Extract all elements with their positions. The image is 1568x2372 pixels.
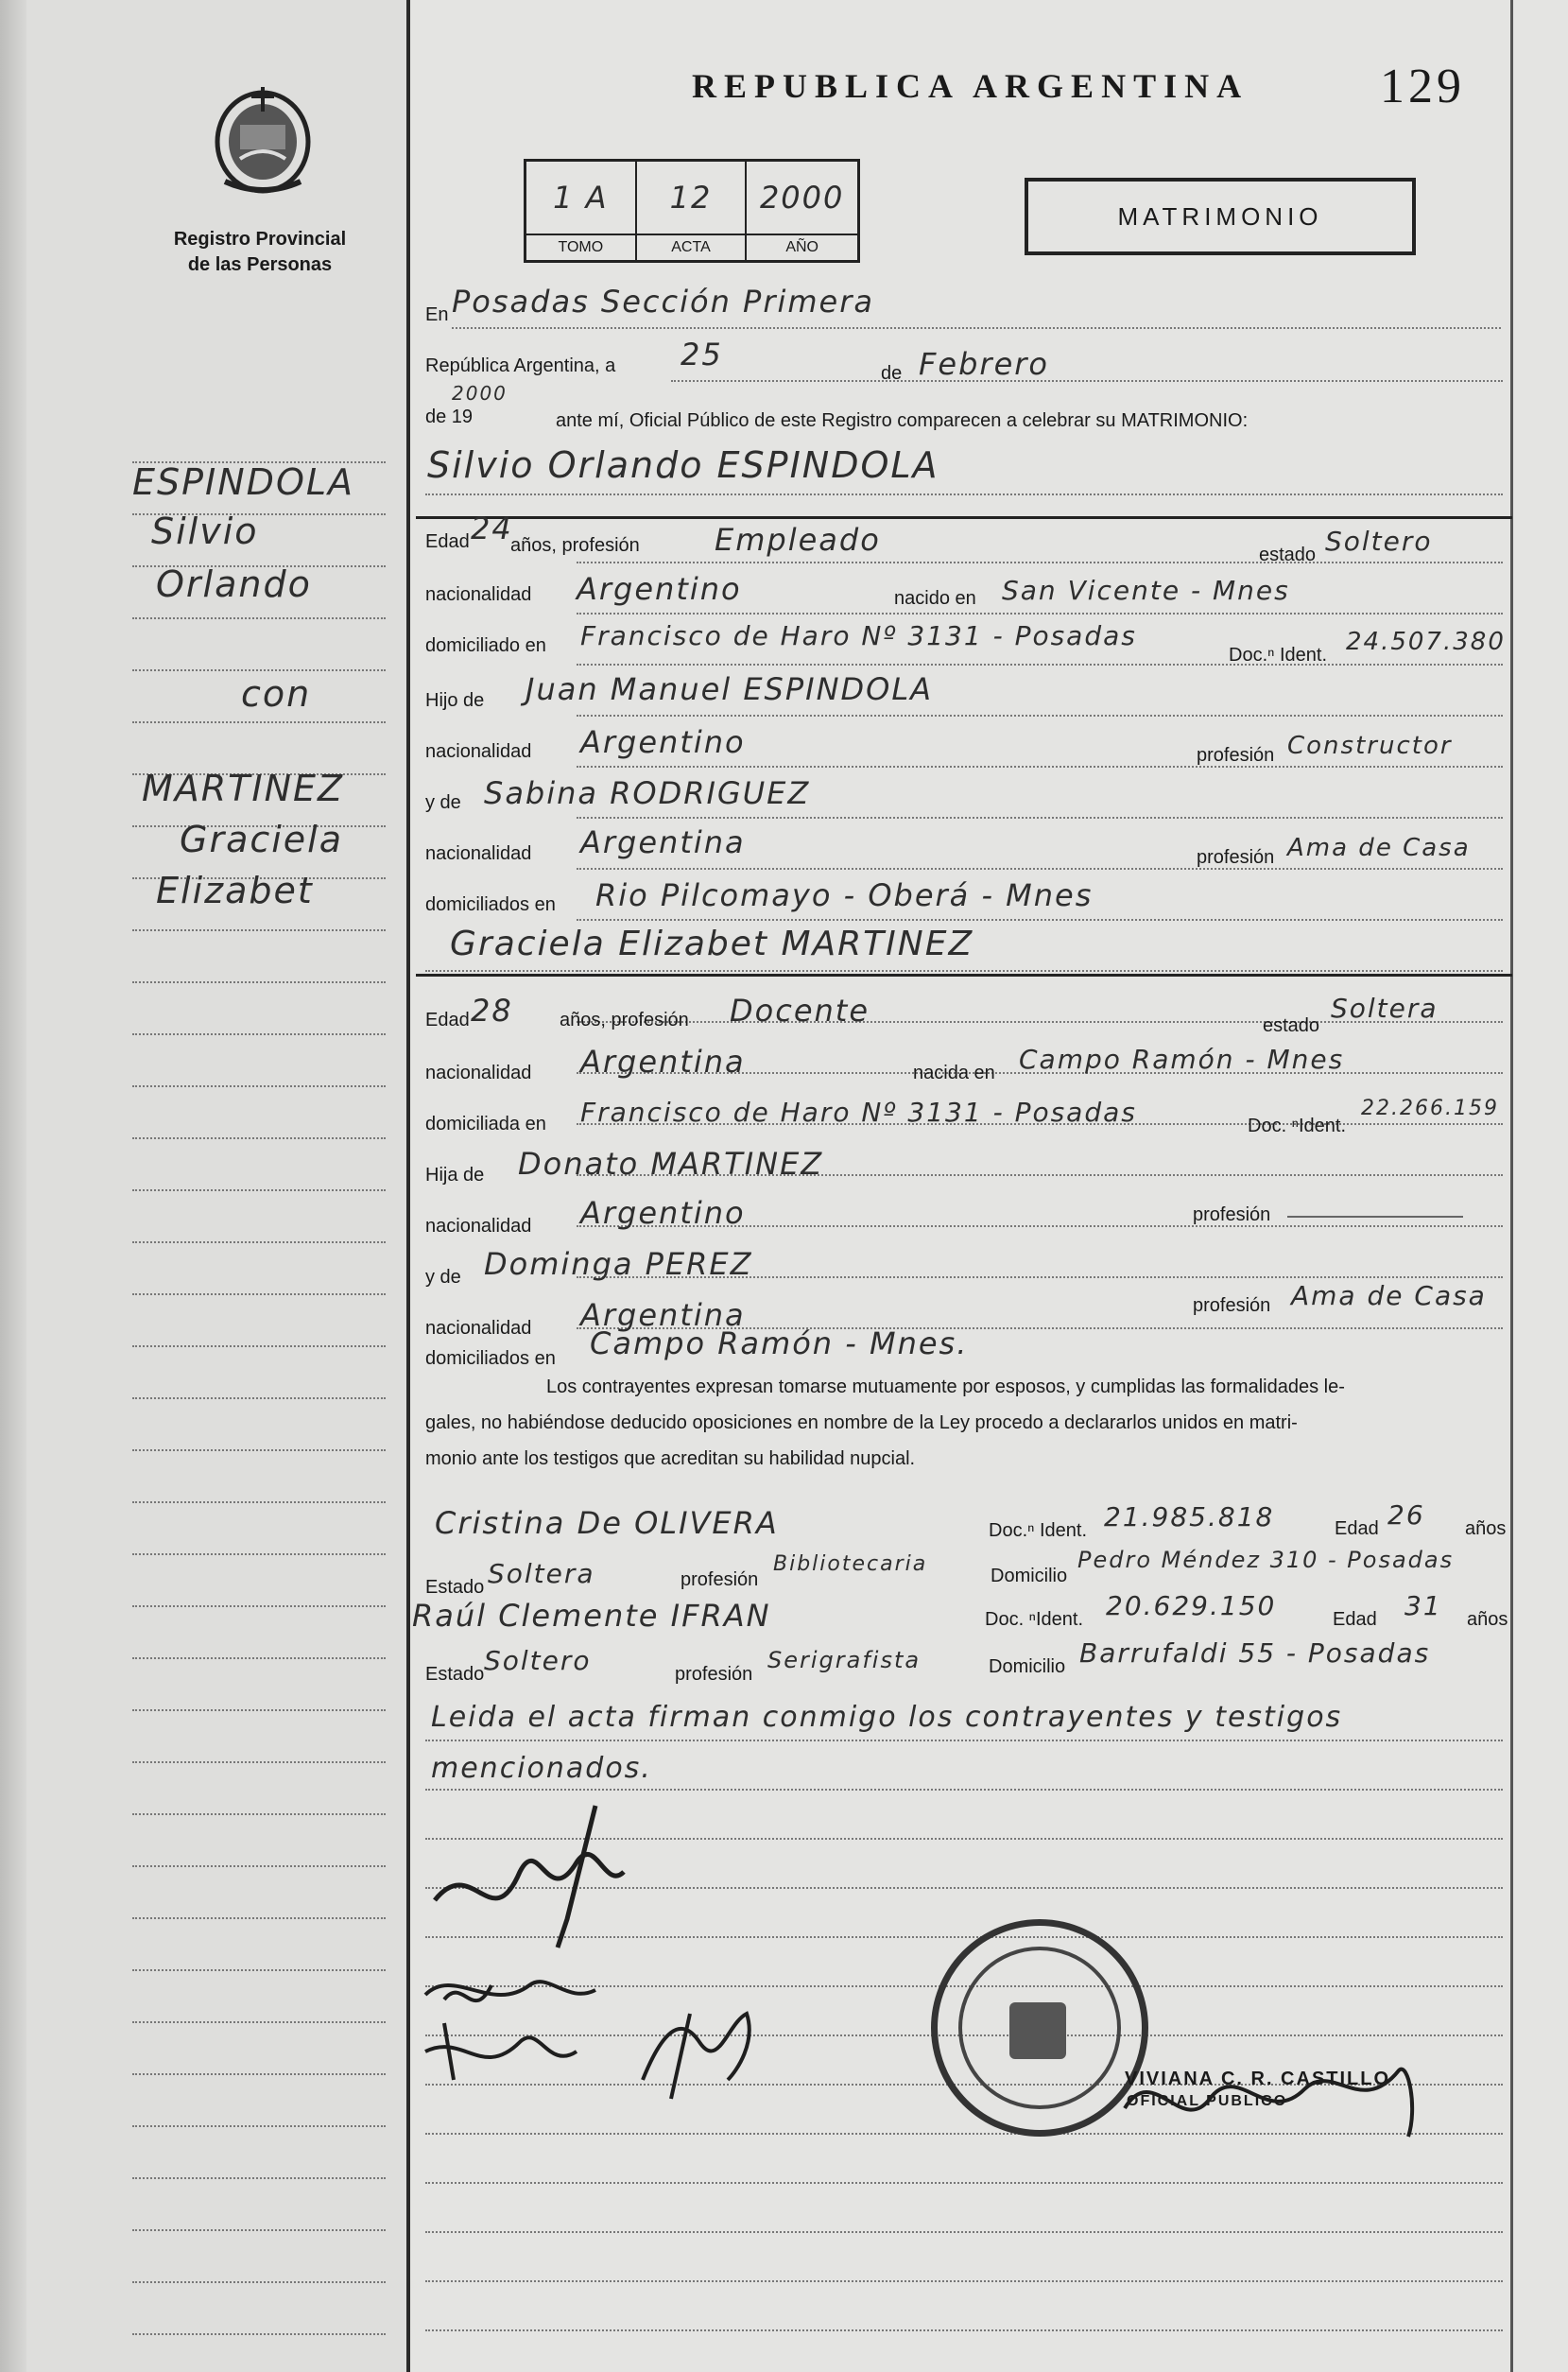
groom-age: 24 bbox=[471, 511, 513, 546]
groom-parents-address: Rio Pilcomayo - Oberá - Mnes bbox=[595, 877, 1094, 913]
margin-ruled-line bbox=[132, 2333, 386, 2335]
registry-line1: Registro Provincial bbox=[173, 229, 347, 250]
ref-tomo bbox=[526, 162, 637, 260]
witness1-doc-id: 21.985.818 bbox=[1104, 1501, 1275, 1532]
margin-ruled-line bbox=[132, 1501, 386, 1503]
groom-mother-nacionalidad-label: nacionalidad bbox=[425, 843, 532, 864]
groom-hijo-label: Hijo de bbox=[425, 690, 485, 711]
bride-doc-id: 22.266.159 bbox=[1361, 1097, 1499, 1120]
de-label: de bbox=[881, 363, 903, 384]
bride-domiciliada-label: domiciliada en bbox=[425, 1114, 546, 1134]
margin-bride-surname: MARTINEZ bbox=[142, 768, 345, 809]
bride-age: 28 bbox=[471, 993, 513, 1029]
groom-address: Francisco de Haro Nº 3131 - Posadas bbox=[580, 620, 1137, 651]
witness1-age: 26 bbox=[1387, 1499, 1425, 1531]
bride-nationality: Argentina bbox=[580, 1044, 746, 1080]
margin-connector: con bbox=[241, 673, 312, 715]
witness2-profesion-label: profesión bbox=[675, 1664, 753, 1685]
groom-nationality: Argentino bbox=[577, 571, 742, 607]
official-seal-emblem bbox=[1009, 2002, 1066, 2059]
groom-yde-label: y de bbox=[425, 792, 461, 813]
field-ruled-line bbox=[577, 817, 1503, 819]
signature-groom bbox=[435, 1806, 624, 1948]
bride-mother-nationality: Argentina bbox=[580, 1297, 746, 1333]
witness1-marital-status: Soltera bbox=[488, 1558, 595, 1589]
margin-ruled-line bbox=[132, 617, 386, 619]
registry-title bbox=[142, 227, 378, 278]
en-label: En bbox=[425, 304, 449, 325]
margin-ruled-line bbox=[132, 1293, 386, 1295]
margin-ruled-line bbox=[132, 1813, 386, 1815]
official-seal-ring bbox=[958, 1947, 1121, 2109]
margin-groom-name2: Orlando bbox=[156, 563, 312, 605]
margin-ruled-line bbox=[132, 1553, 386, 1555]
bride-yde-label: y de bbox=[425, 1267, 461, 1288]
witness2-address: Barrufaldi 55 - Posadas bbox=[1079, 1637, 1431, 1669]
witness1-name: Cristina De OLIVERA bbox=[435, 1505, 779, 1541]
margin-ruled-line bbox=[132, 2021, 386, 2023]
margin-ruled-line bbox=[132, 1241, 386, 1243]
groom-domiciliado-label: domiciliado en bbox=[425, 635, 546, 656]
witness2-doc-label: Doc. ⁿIdent. bbox=[985, 1609, 1084, 1630]
groom-domiciliados-label: domiciliados en bbox=[425, 894, 556, 915]
groom-marital-status: Soltero bbox=[1325, 526, 1433, 557]
margin-ruled-line bbox=[132, 2229, 386, 2231]
body-ruled-line bbox=[425, 2231, 1503, 2233]
bride-address: Francisco de Haro Nº 3131 - Posadas bbox=[580, 1097, 1137, 1128]
bride-father-nacionalidad-label: nacionalidad bbox=[425, 1216, 532, 1237]
column-divider bbox=[406, 0, 410, 2372]
year-value: 2000 bbox=[452, 382, 508, 405]
bride-edad-label: Edad bbox=[425, 1010, 470, 1030]
witness2-domicilio-label: Domicilio bbox=[989, 1656, 1066, 1677]
declaration-paragraph bbox=[425, 1369, 1493, 1477]
right-border bbox=[1510, 0, 1513, 2372]
field-ruled-line bbox=[577, 766, 1503, 768]
witness2-profession: Serigrafista bbox=[767, 1647, 922, 1673]
body-ruled-line bbox=[425, 2182, 1503, 2184]
groom-mother-profession: Ama de Casa bbox=[1287, 834, 1471, 862]
groom-full-name: Silvio Orlando ESPINDOLA bbox=[427, 444, 939, 486]
margin-ruled-line bbox=[132, 2177, 386, 2179]
margin-ruled-line bbox=[132, 1917, 386, 1919]
bride-father-profesion-label: profesión bbox=[1193, 1204, 1271, 1225]
bride-hija-label: Hija de bbox=[425, 1165, 485, 1186]
signature-witness2 bbox=[643, 2014, 750, 2099]
bride-birthplace: Campo Ramón - Mnes bbox=[1019, 1044, 1345, 1075]
witness1-doc-label: Doc.ⁿ Ident. bbox=[989, 1520, 1088, 1541]
margin-ruled-line bbox=[132, 1969, 386, 1971]
field-ruled-line bbox=[577, 613, 1503, 615]
bride-profession: Docente bbox=[730, 993, 870, 1029]
ano-label: AÑO bbox=[785, 239, 818, 255]
officer-title: OFICIAL PUBLICO bbox=[1127, 2093, 1288, 2109]
provincial-seal-icon bbox=[206, 78, 319, 200]
groom-father-nacionalidad-label: nacionalidad bbox=[425, 741, 532, 762]
witness2-anos-label: años bbox=[1467, 1609, 1508, 1630]
year-prefix-label: de 19 bbox=[425, 407, 474, 427]
margin-ruled-line bbox=[132, 1397, 386, 1399]
groom-section-rule bbox=[416, 516, 1512, 519]
bride-full-name: Graciela Elizabet MARTINEZ bbox=[450, 925, 974, 963]
margin-bride-name2: Elizabet bbox=[156, 870, 314, 911]
bride-estado-label: estado bbox=[1263, 1015, 1320, 1036]
body-ruled-line bbox=[425, 2280, 1503, 2282]
field-ruled-line bbox=[577, 715, 1503, 717]
margin-ruled-line bbox=[132, 1189, 386, 1191]
witness2-name: Raúl Clemente IFRAN bbox=[412, 1598, 771, 1634]
margin-groom-name1: Silvio bbox=[151, 511, 259, 552]
witness1-profession: Bibliotecaria bbox=[773, 1552, 928, 1576]
place-line bbox=[452, 327, 1501, 329]
margin-ruled-line bbox=[132, 1761, 386, 1763]
republica-label: República Argentina, a bbox=[425, 355, 616, 376]
witness1-edad-label: Edad bbox=[1335, 1518, 1379, 1539]
signature-witness1 bbox=[425, 2023, 577, 2080]
bride-nacida-label: nacida en bbox=[913, 1063, 995, 1083]
witness1-profesion-label: profesión bbox=[681, 1569, 759, 1590]
declaration-line2: gales, no habiéndose deducido oposiciones en nombre de la Ley procedo a declararlos unidos en matri- bbox=[425, 1412, 1298, 1433]
groom-doc-label: Doc.ⁿ Ident. bbox=[1229, 645, 1328, 666]
margin-ruled-line bbox=[132, 669, 386, 671]
field-ruled-line bbox=[577, 562, 1503, 563]
bride-nacionalidad-label: nacionalidad bbox=[425, 1063, 532, 1083]
signature-bride bbox=[425, 1982, 595, 2000]
witness2-doc-id: 20.629.150 bbox=[1106, 1590, 1277, 1621]
tomo-value: 1 A bbox=[526, 162, 635, 235]
margin-ruled-line bbox=[132, 1657, 386, 1659]
margin-ruled-line bbox=[132, 1449, 386, 1451]
groom-mother-name: Sabina RODRIGUEZ bbox=[484, 775, 811, 811]
acta-label: ACTA bbox=[671, 239, 711, 255]
bride-section-rule bbox=[416, 974, 1512, 977]
margin-ruled-line bbox=[132, 929, 386, 931]
acta-value: 12 bbox=[637, 162, 746, 235]
groom-nacionalidad-label: nacionalidad bbox=[425, 584, 532, 605]
witness1-domicilio-label: Domicilio bbox=[991, 1566, 1068, 1586]
groom-father-profesion-label: profesión bbox=[1197, 745, 1275, 766]
margin-ruled-line bbox=[132, 1345, 386, 1347]
margin-bride-name1: Graciela bbox=[180, 819, 344, 860]
margin-ruled-line bbox=[132, 2073, 386, 2075]
closing-note: Leida el acta firman conmigo los contrayentes y testigos mencionados. bbox=[431, 1701, 1343, 1785]
page-binding bbox=[0, 0, 26, 2372]
signatures bbox=[416, 1796, 945, 2118]
witness2-marital-status: Soltero bbox=[484, 1645, 592, 1676]
witness1-estado-label: Estado bbox=[425, 1577, 485, 1598]
groom-birthplace: San Vicente - Mnes bbox=[1002, 575, 1290, 606]
bride-mother-nacionalidad-label: nacionalidad bbox=[425, 1318, 532, 1339]
margin-groom-surname: ESPINDOLA bbox=[132, 461, 355, 503]
margin-ruled-line bbox=[132, 1085, 386, 1087]
ano-value: 2000 bbox=[747, 162, 857, 235]
ante-text: ante mí, Oficial Público de este Registro comparecen a celebrar su MATRIMONIO: bbox=[556, 410, 1249, 431]
place-value: Posadas Sección Primera bbox=[452, 284, 874, 320]
date-line bbox=[671, 380, 1503, 382]
field-ruled-line bbox=[577, 664, 1503, 666]
bride-father-nationality: Argentino bbox=[580, 1195, 746, 1231]
groom-profession: Empleado bbox=[715, 522, 881, 558]
groom-doc-id: 24.507.380 bbox=[1346, 628, 1506, 656]
margin-ruled-line bbox=[132, 1137, 386, 1139]
groom-name-line bbox=[425, 493, 1503, 495]
margin-ruled-line bbox=[132, 721, 386, 723]
bride-domiciliados-label: domiciliados en bbox=[425, 1348, 556, 1369]
margin-ruled-line bbox=[132, 2125, 386, 2127]
document-type-box: MATRIMONIO bbox=[1025, 178, 1416, 255]
field-ruled-line bbox=[577, 868, 1503, 870]
margin-ruled-line bbox=[132, 981, 386, 983]
groom-father-nationality: Argentino bbox=[580, 724, 746, 760]
bride-doc-label: Doc. ⁿIdent. bbox=[1248, 1116, 1347, 1136]
declaration-line1: Los contrayentes expresan tomarse mutuamente por esposos, y cumplidas las formalidades le- bbox=[546, 1376, 1345, 1397]
groom-edad-label: Edad bbox=[425, 531, 470, 552]
country-heading: REPUBLICA ARGENTINA bbox=[692, 67, 1249, 105]
registry-line2: de las Personas bbox=[187, 254, 333, 275]
witness1-address: Pedro Méndez 310 - Posadas bbox=[1077, 1547, 1455, 1573]
day-value: 25 bbox=[681, 337, 723, 372]
margin-ruled-line bbox=[132, 1033, 386, 1035]
bride-mother-profesion-label: profesión bbox=[1193, 1295, 1271, 1316]
margin-ruled-line bbox=[132, 2281, 386, 2283]
bride-father-name: Donato MARTINEZ bbox=[518, 1146, 824, 1182]
groom-nacido-label: nacido en bbox=[894, 588, 976, 609]
groom-anos-profesion-label: años, profesión bbox=[510, 535, 640, 556]
ref-ano bbox=[747, 162, 857, 260]
bride-father-profession-line bbox=[1287, 1216, 1463, 1218]
bride-mother-profession: Ama de Casa bbox=[1291, 1280, 1487, 1311]
officer-name: VIVIANA C. R. CASTILLO bbox=[1125, 2069, 1391, 2089]
field-ruled-line bbox=[577, 919, 1503, 921]
signature-officer bbox=[1115, 2023, 1437, 2156]
groom-mother-nationality: Argentina bbox=[580, 824, 746, 860]
margin-ruled-line bbox=[132, 1605, 386, 1607]
groom-father-profession: Constructor bbox=[1287, 732, 1453, 760]
groom-estado-label: estado bbox=[1259, 545, 1317, 565]
left-margin-column bbox=[0, 0, 406, 2372]
margin-ruled-line bbox=[132, 1865, 386, 1867]
page-number: 129 bbox=[1380, 60, 1465, 113]
reference-table bbox=[524, 159, 860, 263]
witness2-age: 31 bbox=[1404, 1590, 1442, 1621]
groom-mother-profesion-label: profesión bbox=[1197, 847, 1275, 868]
margin-ruled-line bbox=[132, 1709, 386, 1711]
declaration-line3: monio ante los testigos que acreditan su habilidad nupcial. bbox=[425, 1448, 916, 1469]
month-value: Febrero bbox=[919, 346, 1049, 382]
groom-father-name: Juan Manuel ESPINDOLA bbox=[526, 671, 934, 707]
bride-anos-profesion-label: años, profesión bbox=[560, 1010, 689, 1030]
bride-parents-address: Campo Ramón - Mnes. bbox=[590, 1325, 969, 1361]
bride-name-line bbox=[425, 970, 1503, 972]
witness2-estado-label: Estado bbox=[425, 1664, 485, 1685]
tomo-label: TOMO bbox=[558, 239, 604, 255]
witness1-anos-label: años bbox=[1465, 1518, 1507, 1539]
ref-acta bbox=[637, 162, 748, 260]
witness2-edad-label: Edad bbox=[1333, 1609, 1377, 1630]
body-ruled-line bbox=[425, 2329, 1503, 2331]
bride-mother-name: Dominga PEREZ bbox=[484, 1246, 753, 1282]
bride-marital-status: Soltera bbox=[1331, 993, 1439, 1024]
